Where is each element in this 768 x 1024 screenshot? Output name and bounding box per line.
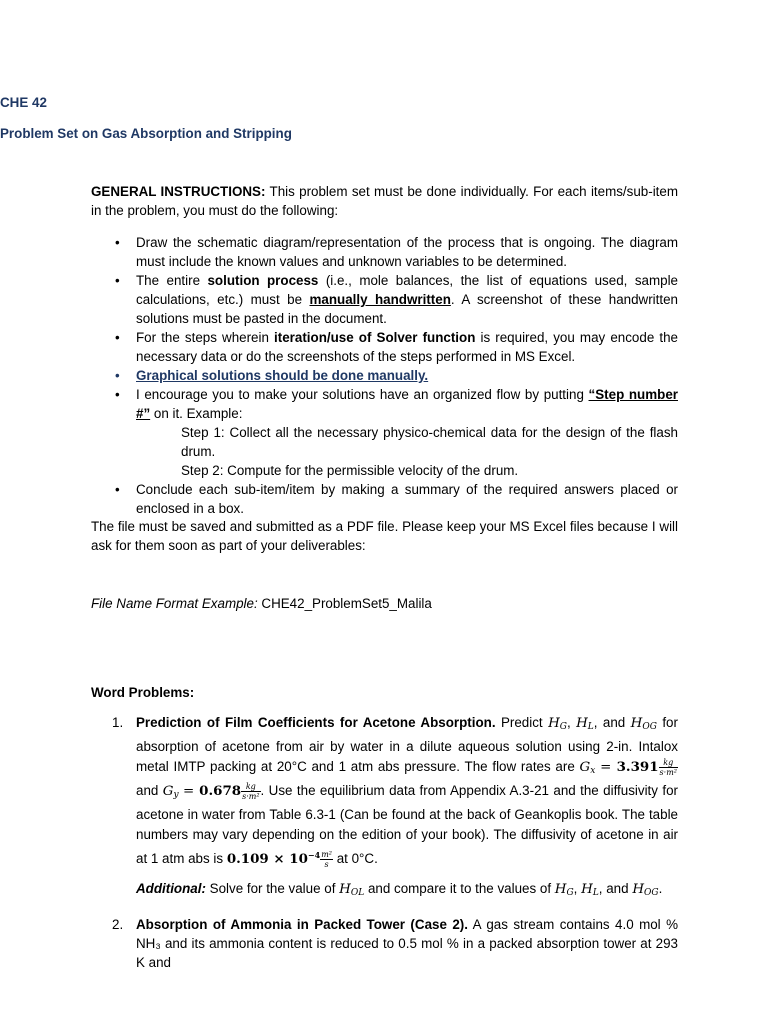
bullet-icon: • [115, 482, 120, 497]
list-item [91, 233, 678, 271]
highlight-text: Graphical solutions should be done manually. [136, 368, 429, 383]
diffusivity-value: 0.109 × 10 [226, 851, 308, 867]
instruction-list [91, 233, 678, 518]
unit-fraction: $\frac{kg}{\text{s·m²}}$ [659, 757, 677, 777]
list-item [91, 271, 678, 328]
additional-task: Additional: Solve for the value of $H_{OL}$ and compare it to the values of $H_G$, $H_L$, and $H_{OG}$. [136, 881, 663, 898]
unit-fraction: $\frac{\text{m²}}{s}$ [321, 849, 332, 869]
bullet-text: I encourage you to make your solutions have an organized flow by putting [136, 387, 589, 402]
math-hg: $H_G$ [554, 882, 574, 898]
general-instructions-label: GENERAL INSTRUCTIONS: [91, 184, 266, 199]
problem-number: 1. [112, 715, 124, 730]
bullet-text: . A screenshot of these handwritten solutions must be pasted in the document. [136, 292, 678, 326]
diffusivity-exponent: −4 [307, 850, 321, 860]
word-problem-1: 1. Prediction of Film Coefficients for Acetone Absorption. Predict $H_G$, $H_L$, and $H_{OG}$ for absorption of acetone from air by water in a dilute aqueous solution using 2-in. Intalox metal IMTP packing at 20°C and 1 atm abs pressure. The flow rates are $G_x = 3.391$ $\frac{kg}{\text{s·m²}}$ and $G_y = 0.678$ $\frac{kg}{\text{s·m²}}$ . Use the equilibrium data from Appendix A.3-21 and the diffusivity for acetone in water from Table 6.3-1 (Can be found at the back of Geankoplis book. The table numbers may vary depending on the edition of your book). The diffusivity of acetone in air at 1 atm abs is $0.109 \times 10^{-4}$ $\frac{\text{m²}}{s}$ at 0°C. Additional: Solve for the value of $H_{OL}$ and compare it to the values of $H_G$, $H_L$, and $H_{OG}$. [91, 713, 678, 903]
unit-fraction: $\frac{kg}{\text{s·m²}}$ [242, 781, 260, 801]
bullet-icon: • [115, 330, 120, 345]
math-hog: $H_{OG}$ [632, 882, 659, 898]
bullet-text: The entire [136, 273, 208, 288]
gx-value: 3.391 [616, 759, 659, 775]
general-instructions [91, 182, 678, 220]
bullet-icon: • [115, 368, 120, 383]
math-hg: $H_G$ [548, 716, 567, 732]
bold-text: iteration/use of Solver function [274, 330, 476, 345]
file-name-format [91, 594, 678, 613]
problem-text: and [136, 783, 163, 798]
document-title: Problem Set on Gas Absorption and Stripping [0, 126, 292, 141]
file-name-value: CHE42_ProblemSet5_Malila [257, 596, 432, 611]
example-step-2: Step 2: Compute for the permissible velocity of the drum. [181, 463, 519, 478]
list-item [91, 366, 678, 385]
word-problems-heading: Word Problems: [91, 685, 195, 700]
problem-number: 2. [112, 917, 124, 932]
list-item [91, 480, 678, 518]
bold-underline-text: manually handwritten [309, 292, 451, 307]
math-hog: $H_{OG}$ [630, 716, 657, 732]
math-gy: $G_y$ [162, 784, 179, 800]
bullet-icon: • [115, 235, 120, 250]
bullet-text: Draw the schematic diagram/representation of the process that is ongoing. The diagram must include the known values and unknown variables to be determined. [136, 235, 678, 269]
list-item [91, 328, 678, 366]
bullet-text: For the steps wherein [136, 330, 275, 345]
course-title: CHE 42 [0, 95, 47, 110]
gy-value: 0.678 [199, 783, 242, 799]
problem-text: A gas stream contains 4.0 mol % NH₃ and its ammonia content is reduced to 0.5 mol % in a packed absorption tower at 293 K and [136, 917, 679, 970]
word-problem-list [91, 713, 678, 972]
general-instructions-text: This problem set must be done individually. For each items/sub-item in the problem, you must do the following: [91, 184, 678, 218]
problem-title: Absorption of Ammonia in Packed Tower (Case 2). [136, 917, 468, 932]
example-step-1: Step 1: Collect all the necessary physico-chemical data for the design of the flash drum. [181, 425, 678, 459]
problem-title: Prediction of Film Coefficients for Acetone Absorption. [136, 715, 496, 730]
problem-text: and compare it to the values of [364, 881, 555, 896]
bold-underline-text: “Step number #” [136, 387, 678, 421]
bullet-text: Conclude each sub-item/item by making a summary of the required answers placed or enclosed in a box. [136, 482, 678, 516]
problem-text: Solve for the value of [205, 881, 340, 896]
file-name-label: File Name Format Example: [91, 596, 258, 611]
problem-text: Predict [495, 715, 549, 730]
math-hol: $H_{OL}$ [339, 882, 365, 898]
math-hl: $H_L$ [581, 882, 599, 898]
math-gx: $G_x$ [579, 760, 596, 776]
list-item [91, 385, 678, 480]
bullet-icon: • [115, 273, 120, 288]
bold-text: solution process [207, 273, 319, 288]
bullet-text: on it. Example: [150, 406, 243, 421]
additional-label: Additional: [136, 881, 206, 896]
problem-text: for absorption of acetone from air by water in a dilute aqueous solution using 2-in. Intalox metal IMTP packing at 20°C and 1 atm abs pressure. The flow rates are [136, 715, 678, 774]
file-note: The file must be saved and submitted as a PDF file. Please keep your MS Excel files because I will ask for them soon as part of your deliverables: [91, 519, 678, 553]
bullet-text: (i.e., mole balances, the list of equations used, sample calculations, etc.) must be [136, 273, 678, 307]
problem-text: . Use the equilibrium data from Appendix A.3-21 and the diffusivity for acetone in water from Table 6.3-1 (Can be found at the back of Geankoplis book. The table numbers may vary depending on the edition of your book). The diffusivity of acetone in air at 1 atm abs is [136, 783, 679, 866]
bullet-icon: • [115, 387, 120, 402]
word-problem-2 [91, 915, 678, 972]
bullet-text: is required, you may encode the necessary data or do the screenshots of the steps performed in MS Excel. [136, 330, 678, 364]
problem-text: at 0°C. [333, 851, 378, 866]
math-hl: $H_L$ [576, 716, 594, 732]
